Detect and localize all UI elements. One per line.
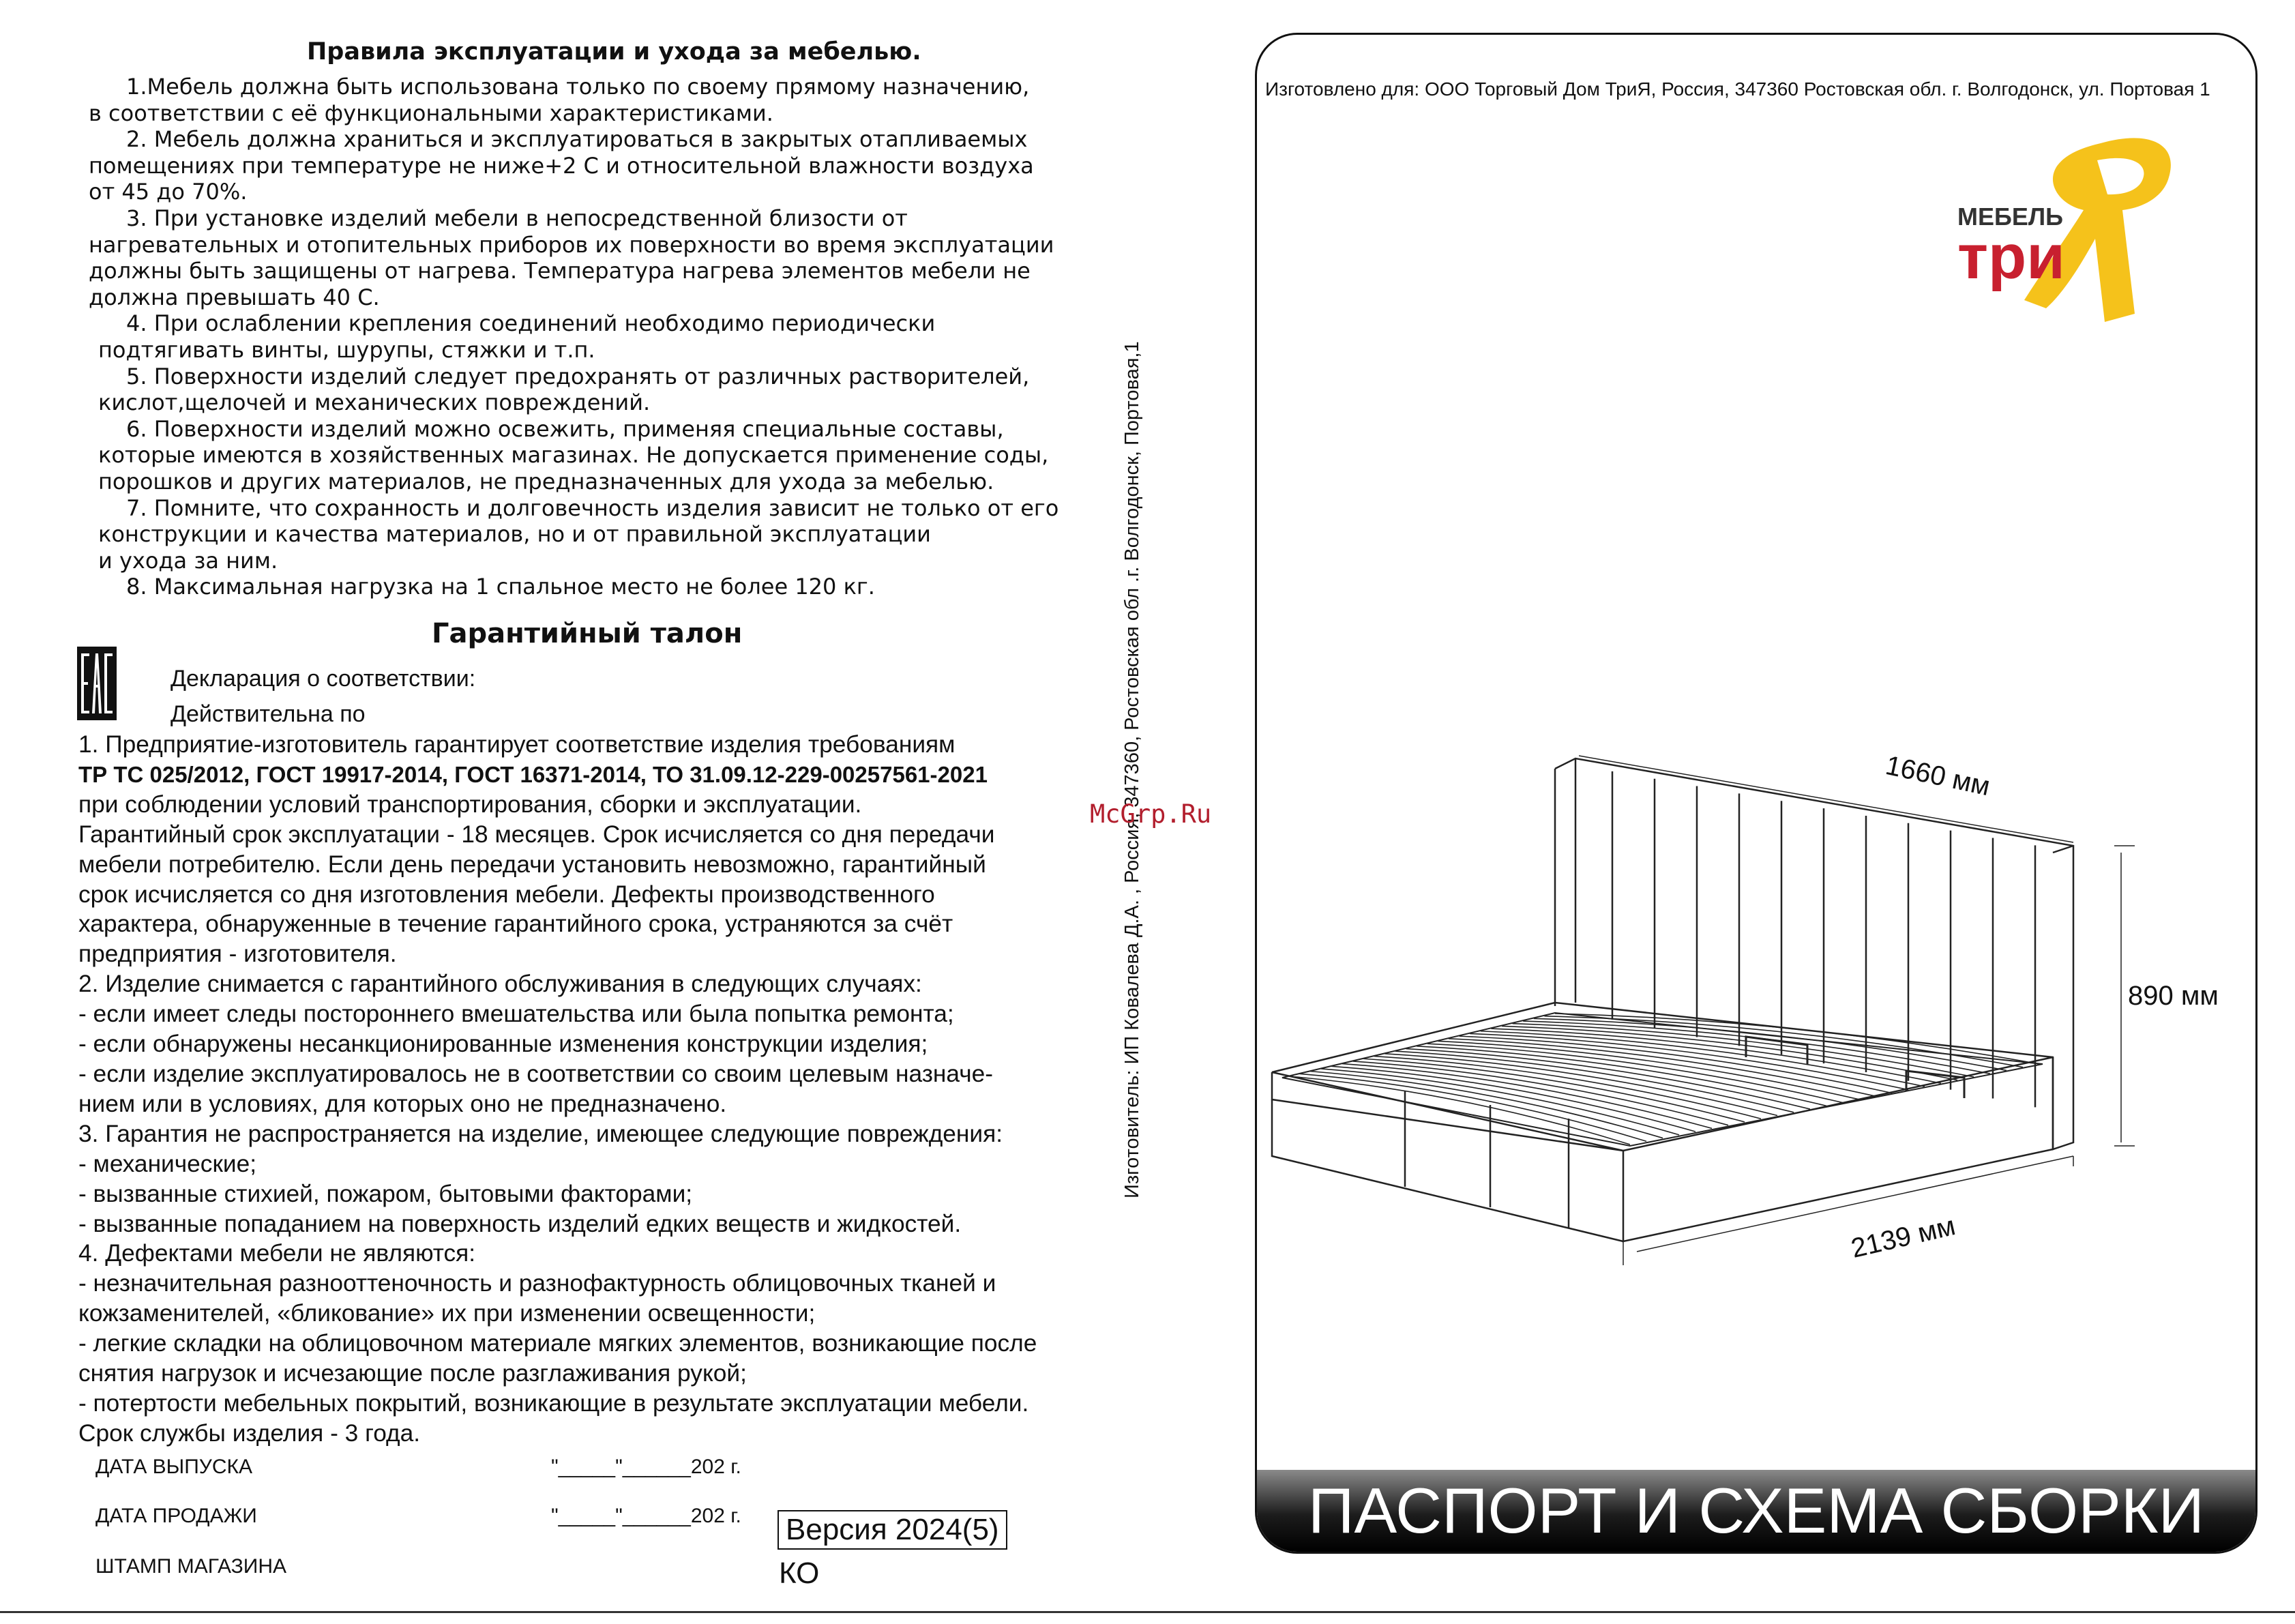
made-for-text: Изготовлено для: ООО Торговый Дом ТриЯ, Россия, 347360 Ростовская обл. г. Волгодонск, ул. Портовая 1 [1265, 78, 2210, 100]
warranty-title: Гарантийный талон [432, 618, 743, 649]
rules-line: порошков и других материалов, не предназначенных для ухода за мебелью. [98, 468, 994, 494]
logo-main-text: три [1957, 222, 2065, 292]
release-date-field: "_____"______202 г. [551, 1456, 741, 1478]
rules-line: 2. Мебель должна храниться и эксплуатироваться в закрытых отапливаемых [126, 126, 1028, 153]
warranty-line: 2. Изделие снимается с гарантийного обслуживания в следующих случаях: [78, 971, 922, 998]
dim-length-label: 2139 мм [1848, 1211, 1959, 1264]
warranty-line: кожзаменителей, «бликование» их при изменении освещенности; [78, 1300, 816, 1327]
dim-height-label: 890 мм [2128, 981, 2219, 1011]
rules-line: подтягивать винты, шурупы, стяжки и т.п. [98, 336, 595, 363]
bed-slat [1342, 1064, 1712, 1129]
rules-line: 3. При установке изделий мебели в непосредственной близости от [126, 205, 908, 231]
rules-line: 6. Поверхности изделий можно освежить, применяя специальные составы, [126, 415, 1004, 442]
rules-line: 4. При ослаблении крепления соединений необходимо периодически [126, 310, 936, 337]
rules-line: в соответствии с её функциональными характеристиками. [89, 100, 773, 126]
producer-vertical-text: Изготовитель: ИП Ковалева Д.А. , Россия, 347360, Ростовская обл .г. Волгодонск, Портовая,1 [1121, 341, 1143, 1198]
bed-slat [1300, 1074, 1646, 1141]
rules-line: 8. Максимальная нагрузка на 1 спальное место не более 120 кг. [126, 574, 875, 600]
warranty-line: предприятия - изготовителя. [78, 941, 397, 968]
bed-slat [1310, 1072, 1663, 1138]
warranty-line: - если изделие эксплуатировалось не в соответствии со своим целевым назначе- [78, 1060, 994, 1087]
bed-slat [1385, 1054, 1777, 1116]
dim-width-label: 1660 мм [1882, 750, 1993, 802]
warranty-line: - если обнаружены несанкционированные изменения конструкции изделия; [78, 1031, 928, 1058]
rules-line: кислот,щелочей и механических повреждений. [98, 389, 651, 416]
bed-slat [1289, 1076, 1630, 1145]
rules-line: 1.Мебель должна быть использована только по своему прямому назначению, [126, 74, 1030, 100]
warranty-line: - потертости мебельных покрытий, возникающие в результате эксплуатации мебели. [78, 1389, 1029, 1417]
bed-slat [1363, 1059, 1745, 1122]
rules-line: помещениях при температуре не ниже+2 С и относительной влажности воздуха [89, 152, 1034, 179]
declaration-label: Декларация о соответствии: [171, 666, 476, 692]
warranty-line: - незначительная разнооттеночность и разнофактурность облицовочных тканей и [78, 1270, 996, 1297]
warranty-line: снятия нагрузок и исчезающие после разглаживания рукой; [78, 1360, 747, 1387]
rules-text [89, 74, 1098, 600]
rules-line: 5. Поверхности изделий следует предохранять от различных растворителей, [126, 363, 1030, 389]
bed-drawing [1269, 737, 2169, 1269]
warranty-standards: ТР ТС 025/2012, ГОСТ 19917-2014, ГОСТ 16371-2014, ТО 31.09.12-229-00257561-2021 [78, 761, 988, 787]
warranty-line: при соблюдении условий транспортирования, сборки и эксплуатации. [78, 791, 862, 818]
service-life: Срок службы изделия - 3 года. [78, 1419, 421, 1447]
warranty-line: - если имеет следы постороннего вмешательства или была попытка ремонта; [78, 1001, 954, 1028]
bed-slats [1289, 1014, 2039, 1145]
warranty-line: характера, обнаруженные в течение гарантийного срока, устраняются за счёт [78, 911, 953, 938]
warranty-line: срок исчисляется со дня изготовления мебели. Дефекты производственного [78, 881, 935, 908]
rules-line: от 45 до 70%. [89, 179, 248, 205]
sale-date-field: "_____"______202 г. [551, 1505, 741, 1527]
watermark: McGrp.Ru [1090, 799, 1212, 829]
passport-banner: ПАСПОРТ И СХЕМА СБОРКИ [1257, 1470, 2255, 1552]
bed-slat [1374, 1057, 1761, 1119]
rules-line: нагревательных и отопительных приборов их поверхности во время эксплуатации [89, 231, 1054, 258]
rules-title: Правила эксплуатации и ухода за мебелью. [307, 38, 921, 65]
rules-line: и ухода за ним. [98, 547, 278, 574]
rules-line: должны быть защищены от нагрева. Температура нагрева элементов мебели не [89, 258, 1031, 284]
triya-logo-icon [1944, 130, 2189, 327]
rules-line: 7. Помните, что сохранность и долговечность изделия зависит не только от его [126, 494, 1059, 521]
warranty-line: - легкие складки на облицовочном материале мягких элементов, возникающие после [78, 1330, 1037, 1357]
release-date-label: ДАТА ВЫПУСКА [95, 1456, 252, 1478]
logo-small-text: МЕБЕЛЬ [1957, 203, 2064, 231]
bed-slat [1353, 1061, 1728, 1125]
page-bottom-rule [0, 1611, 2295, 1613]
warranty-text [78, 730, 1122, 1449]
sale-date-label: ДАТА ПРОДАЖИ [95, 1505, 257, 1527]
valid-until-label: Действительна по [171, 701, 366, 727]
warranty-line: - вызванные попаданием на поверхность изделий едких веществ и жидкостей. [78, 1210, 962, 1237]
bed-slat [1395, 1051, 1794, 1112]
warranty-line: мебели потребителю. Если день передачи установить невозможно, гарантийный [78, 851, 986, 878]
rules-line: конструкции и качества материалов, но и от правильной эксплуатации [98, 521, 931, 548]
bed-slat [1406, 1049, 1810, 1110]
warranty-line: 1. Предприятие-изготовитель гарантирует соответствие изделия требованиям [78, 731, 956, 758]
bed-slat [1331, 1066, 1696, 1132]
warranty-line: - вызванные стихией, пожаром, бытовыми факторами; [78, 1180, 693, 1207]
version-box: Версия 2024(5) [778, 1510, 1007, 1550]
rules-line: должна превышать 40 С. [89, 284, 380, 310]
product-code: КО [779, 1556, 820, 1590]
rules-line: которые имеются в хозяйственных магазинах. Не допускается применение соды, [98, 442, 1049, 469]
shop-stamp-label: ШТАМП МАГАЗИНА [95, 1555, 286, 1578]
warranty-line: 4. Дефектами мебели не являются: [78, 1240, 476, 1267]
warranty-line: нием или в условиях, для которых оно не предназначено. [78, 1090, 727, 1117]
warranty-line: - механические; [78, 1150, 257, 1177]
warranty-line: 3. Гарантия не распространяется на изделие, имеющее следующие повреждения: [78, 1120, 1003, 1147]
warranty-line: Гарантийный срок эксплуатации - 18 месяцев. Срок исчисляется со дня передачи [78, 821, 995, 848]
eac-mark-icon [77, 647, 117, 720]
bed-slat [1321, 1069, 1679, 1135]
